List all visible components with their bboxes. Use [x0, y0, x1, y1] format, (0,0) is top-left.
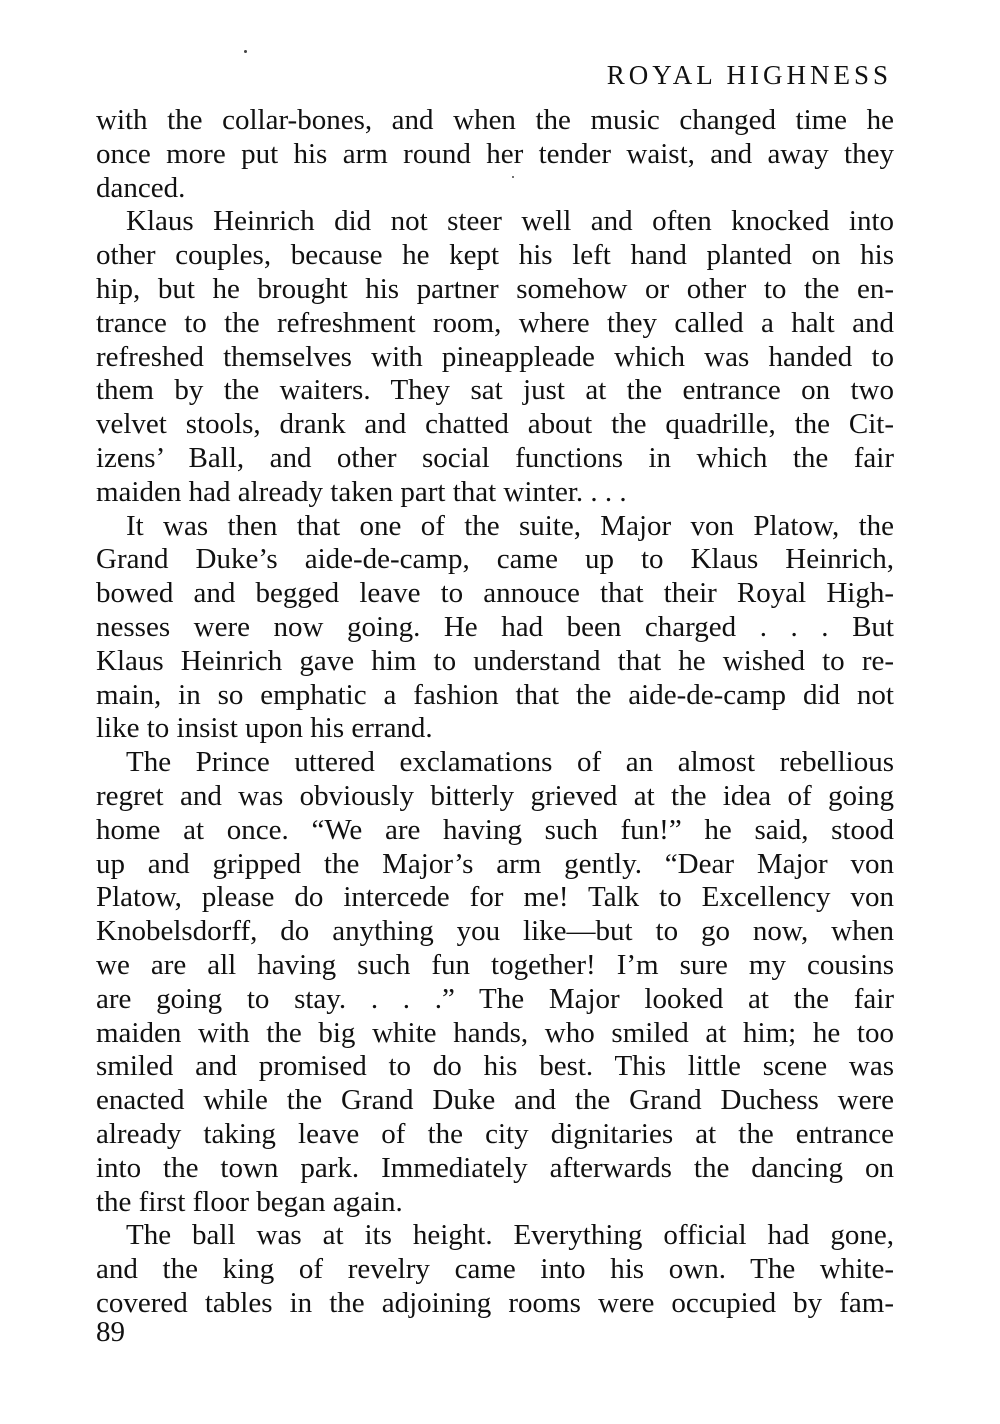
text-line: trance to the refreshment room, where they called a halt and — [96, 306, 894, 339]
text-line: The ball was at its height. Everything official had gone, — [126, 1219, 894, 1252]
text-line: danced. — [96, 171, 186, 204]
text-line: up and gripped the Major’s arm gently. “Dear Major von — [96, 847, 894, 880]
text-line: main, in so emphatic a fashion that the aide-de-camp did not — [96, 678, 894, 711]
text-line: The Prince uttered exclamations of an almost rebellious — [126, 746, 894, 779]
text-line: covered tables in the adjoining rooms were occupied by fam- — [96, 1286, 894, 1319]
text-line: into the town park. Immediately afterwards the dancing on — [96, 1151, 894, 1184]
print-speck — [244, 50, 247, 53]
text-line: smiled and promised to do his best. This little scene was — [96, 1050, 894, 1083]
text-line: nesses were now going. He had been charged . . . But — [96, 610, 894, 643]
text-line: we are all having such fun together! I’m sure my cousins — [96, 948, 894, 981]
text-line: and the king of revelry came into his own. The white- — [96, 1253, 894, 1286]
text-line: It was then that one of the suite, Major von Platow, the — [126, 509, 894, 542]
page-number: 89 — [96, 1316, 125, 1348]
text-line: them by the waiters. They sat just at the entrance on two — [96, 374, 894, 407]
text-line: with the collar-bones, and when the music changed time he — [96, 104, 894, 136]
text-line: hip, but he brought his partner somehow or other to the en- — [96, 272, 894, 305]
text-line: the first floor began again. — [96, 1185, 403, 1218]
text-line: regret and was obviously bitterly grieved at the idea of going — [96, 779, 894, 812]
text-line: once more put his arm round her tender waist, and away they — [96, 137, 894, 170]
text-line: refreshed themselves with pineappleade which was handed to — [96, 340, 894, 373]
text-line: Platow, please do intercede for me! Talk to Excellency von — [96, 881, 894, 914]
text-line: izens’ Ball, and other social functions in which the fair — [96, 441, 894, 474]
text-line: maiden with the big white hands, who smiled at him; he too — [96, 1016, 894, 1049]
text-line: Grand Duke’s aide-de-camp, came up to Klaus Heinrich, — [96, 543, 894, 576]
text-line: are going to stay. . . .” The Major looked at the fair — [96, 982, 894, 1015]
text-line: enacted while the Grand Duke and the Grand Duchess were — [96, 1084, 894, 1117]
text-line: maiden had already taken part that winter. . . . — [96, 475, 627, 508]
text-line: other couples, because he kept his left hand planted on his — [96, 239, 894, 272]
text-line: bowed and begged leave to annouce that their Royal High- — [96, 577, 894, 610]
text-line: Klaus Heinrich did not steer well and often knocked into — [126, 205, 894, 238]
body-text — [96, 104, 894, 1321]
running-head-title: ROYAL HIGHNESS — [606, 60, 892, 90]
text-line: like to insist upon his errand. — [96, 712, 433, 745]
text-line: already taking leave of the city dignitaries at the entrance — [96, 1117, 894, 1150]
text-line: Knobelsdorff, do anything you like—but to go now, when — [96, 915, 894, 948]
text-line: home at once. “We are having such fun!” he said, stood — [96, 813, 894, 846]
text-line: Klaus Heinrich gave him to understand that he wished to re- — [96, 644, 894, 677]
text-line: velvet stools, drank and chatted about the quadrille, the Cit- — [96, 408, 894, 441]
